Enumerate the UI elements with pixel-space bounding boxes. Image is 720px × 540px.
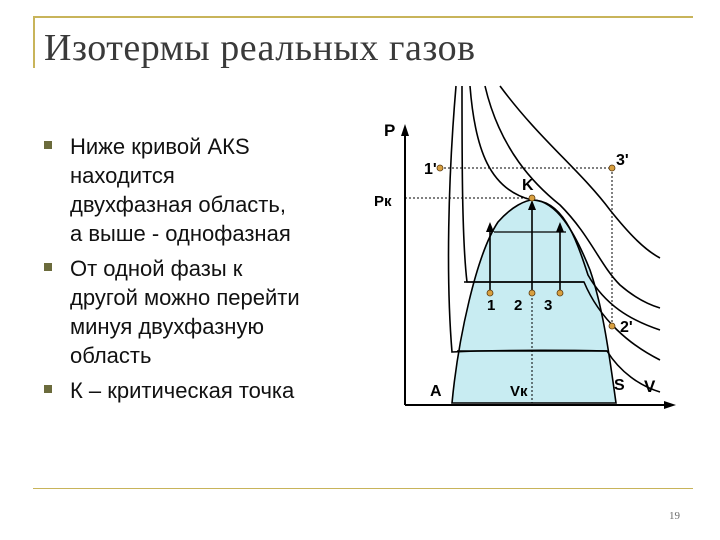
isotherm-diagram	[360, 80, 700, 420]
axis-arrow-icon	[401, 124, 409, 136]
point-marker	[487, 290, 493, 296]
label-pk: Pк	[374, 193, 392, 210]
label-3: 3	[544, 297, 553, 314]
point-marker	[529, 195, 535, 201]
axis-arrow-icon	[664, 401, 676, 409]
bullet-item	[44, 376, 364, 405]
two-phase-region	[452, 200, 616, 403]
bullet-text: К – критическая точка	[70, 378, 295, 403]
slide-title: Изотермы реальных газов	[44, 27, 476, 69]
bullet-list	[44, 132, 364, 411]
label-vk: Vк	[510, 383, 528, 400]
point-marker	[557, 290, 563, 296]
point-marker	[437, 165, 443, 171]
label-1: 1	[487, 297, 496, 314]
bullet-item	[44, 254, 364, 370]
label-k: K	[522, 177, 534, 194]
frame-top-line	[33, 16, 693, 18]
point-marker	[609, 323, 615, 329]
page-number: 19	[669, 510, 680, 522]
bullet-square-icon	[44, 263, 52, 271]
frame-left-line	[33, 16, 35, 68]
bullet-text: Ниже кривой АКS находится двухфазная область, а выше - однофазная	[70, 134, 291, 246]
point-marker	[529, 290, 535, 296]
label-3-prime: 3'	[616, 152, 629, 169]
label-a: A	[430, 383, 442, 400]
axis-label-v: V	[644, 377, 656, 396]
arrowhead-icon	[486, 222, 494, 232]
axis-label-p: P	[384, 121, 396, 140]
bullet-item	[44, 132, 364, 248]
bullet-text: От одной фазы к другой можно перейти минуя двухфазную область	[70, 256, 300, 368]
bullet-square-icon	[44, 385, 52, 393]
label-2: 2	[514, 297, 523, 314]
frame-bottom-line	[33, 488, 693, 489]
label-1-prime: 1'	[424, 161, 437, 178]
bullet-square-icon	[44, 141, 52, 149]
label-2-prime: 2'	[620, 319, 633, 336]
label-s: S	[614, 377, 625, 394]
point-marker	[609, 165, 615, 171]
